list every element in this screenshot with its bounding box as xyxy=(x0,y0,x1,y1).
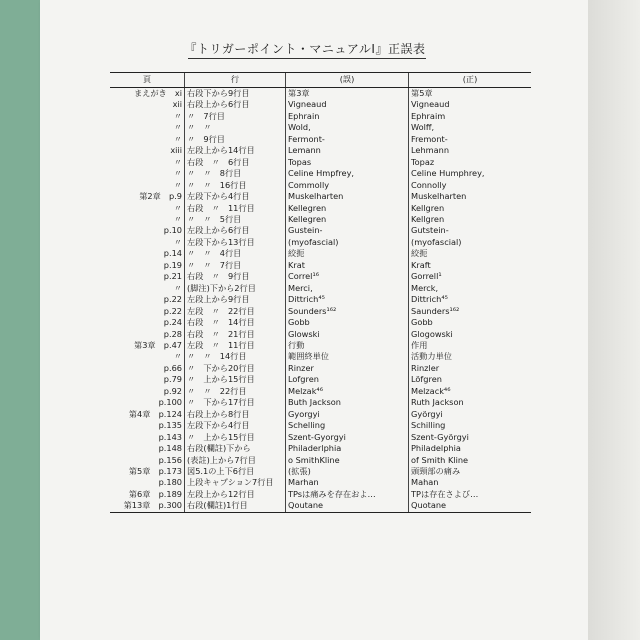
line-cell: 左段上から9行目 xyxy=(185,294,286,305)
page-cell: p.180 xyxy=(158,477,182,488)
page-cell: p.135 xyxy=(158,420,182,431)
page-cell: p.22 xyxy=(163,305,182,316)
line-cell: 〃 下から17行目 xyxy=(185,397,286,408)
wrong-cell: Marhan xyxy=(286,477,409,488)
page-cell: p.14 xyxy=(163,248,182,259)
table-row xyxy=(110,477,531,488)
page-cell: 〃 xyxy=(173,282,182,293)
line-cell: 右段 〃 21行目 xyxy=(185,329,286,340)
wrong-cell: Merci, xyxy=(286,283,409,294)
correct-cell: Kellgren xyxy=(409,214,532,225)
correct-cell: Quotane xyxy=(409,500,532,512)
correct-cell: 頭頸部の痛み xyxy=(409,466,532,477)
page-cell: 第2章 p.9 xyxy=(139,191,182,202)
correct-cell: Saunders¹⁶² xyxy=(409,306,532,317)
page-cell: p.22 xyxy=(163,294,182,305)
wrong-cell: 第3章 xyxy=(286,88,409,100)
line-cell: 左段下から4行目 xyxy=(185,420,286,431)
line-cell: 左段下から13行目 xyxy=(185,237,286,248)
table-row xyxy=(110,214,531,225)
page-cell: p.19 xyxy=(163,259,182,270)
table-row xyxy=(110,88,531,100)
table-row xyxy=(110,145,531,156)
wrong-cell: Qoutane xyxy=(286,500,409,512)
wrong-cell: TPsは痛みを存在およ… xyxy=(286,489,409,500)
line-cell: 右段上から6行目 xyxy=(185,99,286,110)
wrong-cell: Szent-Gyorgyi xyxy=(286,432,409,443)
page-cell: 〃 xyxy=(173,168,182,179)
correct-cell: Györgyi xyxy=(409,409,532,420)
table-row xyxy=(110,466,531,477)
correct-cell: Ephraim xyxy=(409,111,532,122)
line-cell: 左段上から6行目 xyxy=(185,225,286,236)
wrong-cell: Melzak⁴⁶ xyxy=(286,386,409,397)
wrong-cell: (拡張) xyxy=(286,466,409,477)
correct-cell: (myofascial) xyxy=(409,237,532,248)
correct-cell: Wolff, xyxy=(409,122,532,133)
wrong-cell: Wold, xyxy=(286,122,409,133)
page-cell: p.21 xyxy=(163,271,182,282)
table-row xyxy=(110,306,531,317)
page-cell: p.148 xyxy=(158,443,182,454)
correct-cell: Philadelphia xyxy=(409,443,532,454)
wrong-cell: 行動 xyxy=(286,340,409,351)
page-cell: p.143 xyxy=(158,431,182,442)
table-row xyxy=(110,271,531,282)
wrong-cell: Lemann xyxy=(286,145,409,156)
correct-cell: Vigneaud xyxy=(409,99,532,110)
wrong-cell: Topas xyxy=(286,157,409,168)
correct-cell: Rinzler xyxy=(409,363,532,374)
header-correct: (正) xyxy=(409,73,532,88)
wrong-cell: Glowski xyxy=(286,329,409,340)
page-cell: 第5章 p.173 xyxy=(128,465,182,476)
page-cell: xii xyxy=(172,99,182,110)
correct-cell: Melzack⁴⁶ xyxy=(409,386,532,397)
wrong-cell: (myofascial) xyxy=(286,237,409,248)
correct-cell: Fremont- xyxy=(409,134,532,145)
correct-cell: Lehmann xyxy=(409,145,532,156)
table-row xyxy=(110,294,531,305)
correct-cell: 第5章 xyxy=(409,88,532,100)
page-cell: 〃 xyxy=(173,202,182,213)
correct-cell: Gorrell¹ xyxy=(409,271,532,282)
wrong-cell: 範囲終単位 xyxy=(286,351,409,362)
page-cell: 第3章 p.47 xyxy=(134,339,182,350)
wrong-cell: Gustein- xyxy=(286,225,409,236)
line-cell: (表註)上から7行目 xyxy=(185,455,286,466)
page-cell: 〃 xyxy=(173,122,182,133)
page-cell: xiii xyxy=(170,145,182,156)
table-row xyxy=(110,225,531,236)
correct-cell: Mahan xyxy=(409,477,532,488)
table-row xyxy=(110,386,531,397)
page-cell: 〃 xyxy=(173,110,182,121)
line-cell: 〃 上から15行目 xyxy=(185,432,286,443)
errata-table xyxy=(110,72,531,513)
table-row xyxy=(110,111,531,122)
line-cell: 右段 〃 14行目 xyxy=(185,317,286,328)
wrong-cell: Correl¹⁶ xyxy=(286,271,409,282)
correct-cell: Glogowski xyxy=(409,329,532,340)
wrong-cell: Gobb xyxy=(286,317,409,328)
line-cell: 〃 7行目 xyxy=(185,111,286,122)
correct-cell: Gobb xyxy=(409,317,532,328)
page-cell: 〃 xyxy=(173,156,182,167)
line-cell: 右段 〃 11行目 xyxy=(185,203,286,214)
line-cell: 左段下から4行目 xyxy=(185,191,286,202)
wrong-cell: Fermont- xyxy=(286,134,409,145)
correct-cell: Kraft xyxy=(409,260,532,271)
page-cell: まえがき xi xyxy=(133,88,182,98)
title-underline xyxy=(188,58,426,59)
line-cell: 図5.1の上下6行目 xyxy=(185,466,286,477)
correct-cell: Kellgren xyxy=(409,203,532,214)
document-title: 『トリガーポイント・マニュアルⅠ』正誤表 xyxy=(184,42,426,56)
correct-cell: Connolly xyxy=(409,180,532,191)
wrong-cell: Schelling xyxy=(286,420,409,431)
line-cell: 右段 〃 9行目 xyxy=(185,271,286,282)
wrong-cell: Rinzer xyxy=(286,363,409,374)
table-row xyxy=(110,340,531,351)
table-row xyxy=(110,99,531,110)
page-cell: p.28 xyxy=(163,328,182,339)
table-row xyxy=(110,432,531,443)
page-cell: p.66 xyxy=(163,362,182,373)
wrong-cell: Lofgren xyxy=(286,374,409,385)
line-cell: 〃 上から15行目 xyxy=(185,374,286,385)
line-cell: 左段 〃 11行目 xyxy=(185,340,286,351)
correct-cell: 作用 xyxy=(409,340,532,351)
header-wrong: (誤) xyxy=(286,73,409,88)
page-cell: p.100 xyxy=(158,397,182,408)
line-cell: 右段(欄註)下から xyxy=(185,443,286,454)
line-cell: 〃 下から20行目 xyxy=(185,363,286,374)
correct-cell: Topaz xyxy=(409,157,532,168)
correct-cell: Dittrich⁴⁵ xyxy=(409,294,532,305)
correct-cell: TPは存在さよび… xyxy=(409,489,532,500)
line-cell: 右段(欄註)1行目 xyxy=(185,500,286,512)
wrong-cell: Krat xyxy=(286,260,409,271)
line-cell: 左段 〃 22行目 xyxy=(185,306,286,317)
page-cell: p.79 xyxy=(163,374,182,385)
errata-body xyxy=(110,88,531,513)
table-row xyxy=(110,157,531,168)
wrong-cell: Commolly xyxy=(286,180,409,191)
table-row xyxy=(110,455,531,466)
line-cell: 〃 〃 22行目 xyxy=(185,386,286,397)
correct-cell: Szent-Györgyi xyxy=(409,432,532,443)
wrong-cell: Kellegren xyxy=(286,214,409,225)
page-cell: 第4章 p.124 xyxy=(128,408,182,419)
page-cell: 〃 xyxy=(173,179,182,190)
wrong-cell: Muskelharten xyxy=(286,191,409,202)
table-row xyxy=(110,397,531,408)
table-row xyxy=(110,489,531,500)
page-cell: 〃 xyxy=(173,133,182,144)
wrong-cell: Philaderlphia xyxy=(286,443,409,454)
page-cell: p.24 xyxy=(163,317,182,328)
line-cell: 〃 〃 14行目 xyxy=(185,351,286,362)
correct-cell: Ruth Jackson xyxy=(409,397,532,408)
table-row xyxy=(110,317,531,328)
correct-cell: Merck, xyxy=(409,283,532,294)
line-cell: 〃 〃 4行目 xyxy=(185,248,286,259)
page-cell: 〃 xyxy=(173,213,182,224)
table-row xyxy=(110,283,531,294)
line-cell: 〃 〃 5行目 xyxy=(185,214,286,225)
page-edge xyxy=(588,0,640,640)
wrong-cell: Sounders¹⁶² xyxy=(286,306,409,317)
correct-cell: Löfgren xyxy=(409,374,532,385)
correct-cell: Gutstein- xyxy=(409,225,532,236)
line-cell: 左段上から14行目 xyxy=(185,145,286,156)
table-row xyxy=(110,260,531,271)
table-row xyxy=(110,500,531,512)
wrong-cell: Dittrich⁴⁵ xyxy=(286,294,409,305)
table-row xyxy=(110,443,531,454)
wrong-cell: 絞扼 xyxy=(286,248,409,259)
correct-cell: Schilling xyxy=(409,420,532,431)
wrong-cell: Kellegren xyxy=(286,203,409,214)
page-cell: 〃 xyxy=(173,236,182,247)
line-cell: 右段上から8行目 xyxy=(185,409,286,420)
correct-cell: 絞扼 xyxy=(409,248,532,259)
table-row xyxy=(110,203,531,214)
table-row xyxy=(110,363,531,374)
table-row xyxy=(110,351,531,362)
table-row xyxy=(110,122,531,133)
wrong-cell: o SmithKline xyxy=(286,455,409,466)
errata-header-row xyxy=(110,73,531,88)
line-cell: 〃 〃 8行目 xyxy=(185,168,286,179)
line-cell: 右段下から9行目 xyxy=(185,88,286,100)
page-cell: p.156 xyxy=(158,454,182,465)
wrong-cell: Buth Jackson xyxy=(286,397,409,408)
table-row xyxy=(110,329,531,340)
header-page: 頁 xyxy=(110,73,185,88)
table-row xyxy=(110,420,531,431)
line-cell: 上段キャプション7行目 xyxy=(185,477,286,488)
correct-cell: Muskelharten xyxy=(409,191,532,202)
table-row xyxy=(110,409,531,420)
page-cell: 第13章 p.300 xyxy=(110,500,185,512)
page-cell: 〃 xyxy=(173,351,182,362)
table-row xyxy=(110,180,531,191)
wrong-cell: Celine Hmpfrey, xyxy=(286,168,409,179)
correct-cell: of Smith Kline xyxy=(409,455,532,466)
header-line: 行 xyxy=(185,73,286,88)
table-row xyxy=(110,237,531,248)
correct-cell: 活動力単位 xyxy=(409,351,532,362)
page-cell: p.10 xyxy=(163,225,182,236)
line-cell: 〃 〃 xyxy=(185,122,286,133)
table-row xyxy=(110,191,531,202)
line-cell: (脚注)下から2行目 xyxy=(185,283,286,294)
line-cell: 右段 〃 6行目 xyxy=(185,157,286,168)
wrong-cell: Vigneaud xyxy=(286,99,409,110)
table-row xyxy=(110,168,531,179)
table-row xyxy=(110,248,531,259)
line-cell: 〃 9行目 xyxy=(185,134,286,145)
table-row xyxy=(110,374,531,385)
line-cell: 左段上から12行目 xyxy=(185,489,286,500)
page-cell: 第6章 p.189 xyxy=(128,488,182,499)
line-cell: 〃 〃 7行目 xyxy=(185,260,286,271)
line-cell: 〃 〃 16行目 xyxy=(185,180,286,191)
table-row xyxy=(110,134,531,145)
correct-cell: Celine Humphrey, xyxy=(409,168,532,179)
wrong-cell: Gyorgyi xyxy=(286,409,409,420)
wrong-cell: Ephrain xyxy=(286,111,409,122)
page-cell: p.92 xyxy=(163,385,182,396)
